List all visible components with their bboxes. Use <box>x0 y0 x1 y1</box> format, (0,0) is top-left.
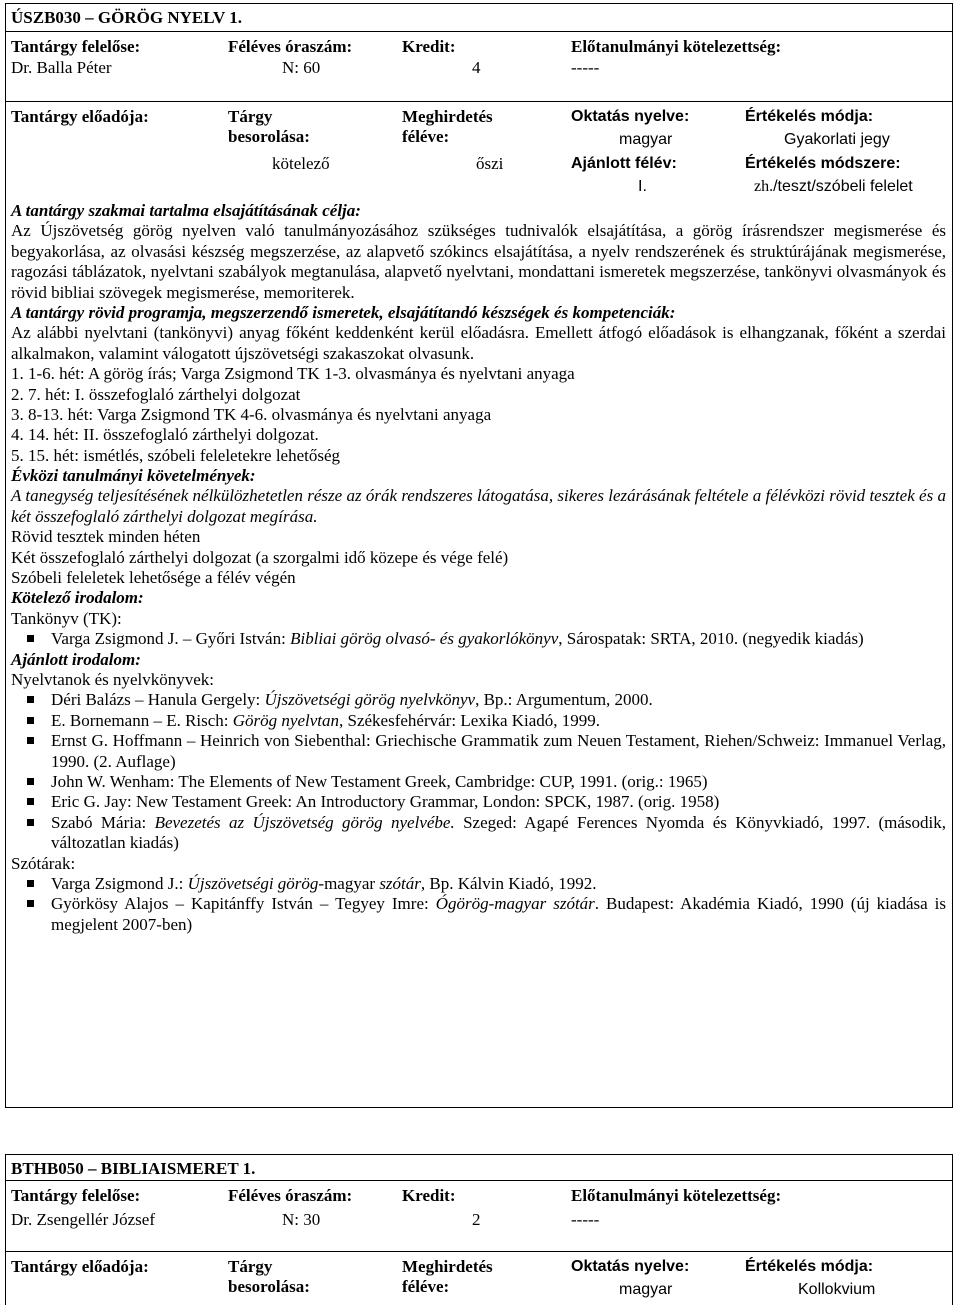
list-item <box>11 629 946 649</box>
ref-author: Szabó Mária: <box>51 812 155 832</box>
ref-title: Újszövetségi görög <box>187 873 319 893</box>
ref-text: Eric G. Jay: New Testament Greek: An Introductory Grammar, London: SPCK, 1987. (orig. 1958) <box>51 792 720 812</box>
lecturer-label: Tantárgy előadója: <box>11 107 149 126</box>
type-label-line1: Tárgy <box>228 107 273 126</box>
requirement-line: Két összefoglaló zárthelyi dolgozat (a szorgalmi idő közepe és vége felé) <box>11 547 509 567</box>
responsible-value: Dr. Zsengellér József <box>11 1210 155 1229</box>
list-item <box>11 690 946 710</box>
responsible-label: Tantárgy felelőse: <box>11 37 141 56</box>
prereq-value: ----- <box>571 1210 600 1229</box>
ref-pub: , Székesfehérvár: Lexika Kiadó, 1999. <box>339 710 601 730</box>
rec-label: Ajánlott félév: <box>571 155 677 172</box>
announce-label-line1: Meghirdetés <box>402 1257 493 1276</box>
list-item <box>11 792 946 812</box>
prereq-value: ----- <box>571 58 600 77</box>
list-item <box>11 874 946 894</box>
list-item <box>11 731 946 772</box>
list-item <box>11 813 946 854</box>
announce-value: őszi <box>476 154 504 173</box>
evalm-value <box>754 177 913 196</box>
announce-label-line1: Meghirdetés <box>402 107 493 126</box>
type-label-line2: besorolása: <box>228 127 310 147</box>
announce-label <box>402 1257 493 1298</box>
recommended-lit-heading: Ajánlott irodalom: <box>11 649 141 669</box>
credit-value: 4 <box>472 58 481 77</box>
announce-label-line2: féléve: <box>402 1277 450 1297</box>
goal-heading: A tantárgy szakmai tartalma elsajátításának célja: <box>11 201 361 220</box>
hours-value: N: 30 <box>282 1210 321 1229</box>
eval-label: Értékelés módja: <box>745 1258 874 1275</box>
divider <box>6 1180 952 1181</box>
program-intro: Az alábbi nyelvtani (tankönyvi) anyag főként keddenként kerül előadásra. Emellett átfogó előadások is elhangzanak, főként a szerdai alkalmakon, valamint válogatott újszövetségi szakaszokat olvasunk. <box>11 323 946 363</box>
ref-title-end: szótár <box>379 873 421 893</box>
announce-label <box>402 107 493 148</box>
requirements-heading: Évközi tanulmányi követelmények: <box>11 466 256 486</box>
ref-pub: Szeged: Agapé Ferences Nyomda és Könyvkiadó, 1997. (második, változatlan kiadás) <box>51 812 946 853</box>
type-value: kötelező <box>272 154 330 173</box>
lang-label: Oktatás nyelve: <box>571 108 690 125</box>
list-item <box>11 894 946 935</box>
evalm-rest: /teszt/szóbeli felelet <box>773 178 913 195</box>
program-item: 3. 8-13. hét: Varga Zsigmond TK 4-6. olvasmánya és nyelvtani anyaga <box>11 404 492 424</box>
type-label <box>228 1257 310 1298</box>
ref-pub: . Budapest: Akadémia Kiadó, 1990 (új kiadása is megjelent 2007-ben) <box>51 894 946 934</box>
divider <box>6 1251 952 1252</box>
credit-value: 2 <box>472 1210 481 1229</box>
ref-text: Ernst G. Hoffmann – Heinrich von Siebenthal: Griechische Grammatik zum Neuen Testament, Riehen/Schweiz: Immanuel Verlag, 1990. (2. Auflage) <box>51 731 946 771</box>
lecturer-label: Tantárgy előadója: <box>11 1257 149 1276</box>
course-card <box>5 1154 953 1305</box>
divider <box>6 101 952 102</box>
prereq-label: Előtanulmányi kötelezettség: <box>571 37 782 56</box>
eval-value: Gyakorlati jegy <box>784 131 890 148</box>
course-card <box>5 3 953 1108</box>
requirement-line: Rövid tesztek minden héten <box>11 527 201 547</box>
ref-author: Déri Balázs – Hanula Gergely: <box>51 690 265 710</box>
ref-title: Görög nyelvtan <box>232 710 340 730</box>
textbook-label: Tankönyv (TK): <box>11 608 122 628</box>
ref-author: Varga Zsigmond J.: <box>51 873 188 893</box>
dictionaries-label: Szótárak: <box>11 853 76 873</box>
rec-value: I. <box>638 178 647 195</box>
program-item: 4. 14. hét: II. összefoglaló zárthelyi dolgozat. <box>11 425 319 445</box>
type-label-line1: Tárgy <box>228 1257 273 1276</box>
ref-title-plain: -magyar <box>318 873 380 893</box>
program-item: 5. 15. hét: ismétlés, szóbeli feleletekre lehetőség <box>11 445 341 465</box>
ref-pub: , Sárospatak: SRTA, 2010. (negyedik kiadás) <box>558 629 864 649</box>
responsible-label: Tantárgy felelőse: <box>11 1186 141 1205</box>
ref-title: Újszövetségi görög nyelvkönyv <box>264 690 476 710</box>
type-label-line2: besorolása: <box>228 1277 310 1297</box>
responsible-value: Dr. Balla Péter <box>11 58 112 77</box>
ref-title: Bibliai görög olvasó- és gyakorlókönyv <box>290 629 559 649</box>
hours-label: Féléves óraszám: <box>228 1186 353 1205</box>
grammar-list <box>11 690 946 853</box>
list-item <box>11 772 946 792</box>
program-item: 1. 1-6. hét: A görög írás; Varga Zsigmond TK 1-3. olvasmánya és nyelvtani anyaga <box>11 364 575 384</box>
lang-value: magyar <box>619 1281 673 1298</box>
ref-author: Varga Zsigmond J. – Győri István: <box>51 629 291 649</box>
course-body <box>11 201 946 935</box>
requirements-text: A tanegység teljesítésének nélkülözhetetlen része az órák rendszeres látogatása, sikeres lezárásának feltétele a félévközi rövid tesztek és a két összefoglaló zárthelyi dolgozat megírása. <box>11 486 946 526</box>
course-title: ÚSZB030 – GÖRÖG NYELV 1. <box>11 8 242 27</box>
ref-title: Ógörög-magyar szótár <box>435 894 595 914</box>
goal-text: Az Újszövetség görög nyelven való tanulmányozásához szükséges tudnivalók elsajátítása, a görög írásrendszer megismerése és begyakorlása, az olvasási készség megszerzése, az alapvető szókincs elsajátítása, a nyelv rendszerének és struktúrájának megismerése, ragozási táblázatok, nyelvtani szabályok megtanulása, alapvető nyelvtani, mondattani ismeretek megszerzése, tankönyvi olvasmányok és rövid bibliai szövegek megismerése, memoriterek. <box>11 221 946 302</box>
eval-value: Kollokvium <box>798 1281 876 1298</box>
prereq-label: Előtanulmányi kötelezettség: <box>571 1186 782 1205</box>
ref-text: John W. Wenham: The Elements of New Testament Greek, Cambridge: CUP, 1991. (orig.: 1965) <box>51 771 708 791</box>
hours-value: N: 60 <box>282 58 321 77</box>
announce-label-line2: féléve: <box>402 127 450 147</box>
mandatory-lit-list <box>11 629 946 649</box>
program-item: 2. 7. hét: I. összefoglaló zárthelyi dolgozat <box>11 384 301 404</box>
type-label <box>228 107 310 148</box>
list-item <box>11 711 946 731</box>
hours-label: Féléves óraszám: <box>228 37 353 56</box>
evalm-prefix: zh. <box>754 178 774 195</box>
eval-label: Értékelés módja: <box>745 108 874 125</box>
ref-author: Györkösy Alajos – Kapitánffy István – Tegyey Imre: <box>51 894 436 914</box>
ref-pub: , Bp.: Argumentum, 2000. <box>475 690 653 710</box>
dictionary-list <box>11 874 946 935</box>
lang-value: magyar <box>619 131 673 148</box>
divider <box>6 31 952 32</box>
evalm-label: Értékelés módszere: <box>745 155 901 172</box>
credit-label: Kredit: <box>402 37 456 56</box>
ref-title: Bevezetés az Újszövetség görög nyelvébe. <box>154 812 455 832</box>
course-title: BTHB050 – BIBLIAISMERET 1. <box>11 1159 256 1178</box>
program-heading: A tantárgy rövid programja, megszerzendő ismeretek, elsajátítandó készségek és kompetenciák: <box>11 302 676 322</box>
ref-pub: , Bp. Kálvin Kiadó, 1992. <box>420 873 597 893</box>
grammars-label: Nyelvtanok és nyelvkönyvek: <box>11 669 215 689</box>
mandatory-lit-heading: Kötelező irodalom: <box>11 588 144 608</box>
ref-author: E. Bornemann – E. Risch: <box>51 710 233 730</box>
requirement-line: Szóbeli feleletek lehetősége a félév végén <box>11 568 296 588</box>
lang-label: Oktatás nyelve: <box>571 1258 690 1275</box>
credit-label: Kredit: <box>402 1186 456 1205</box>
